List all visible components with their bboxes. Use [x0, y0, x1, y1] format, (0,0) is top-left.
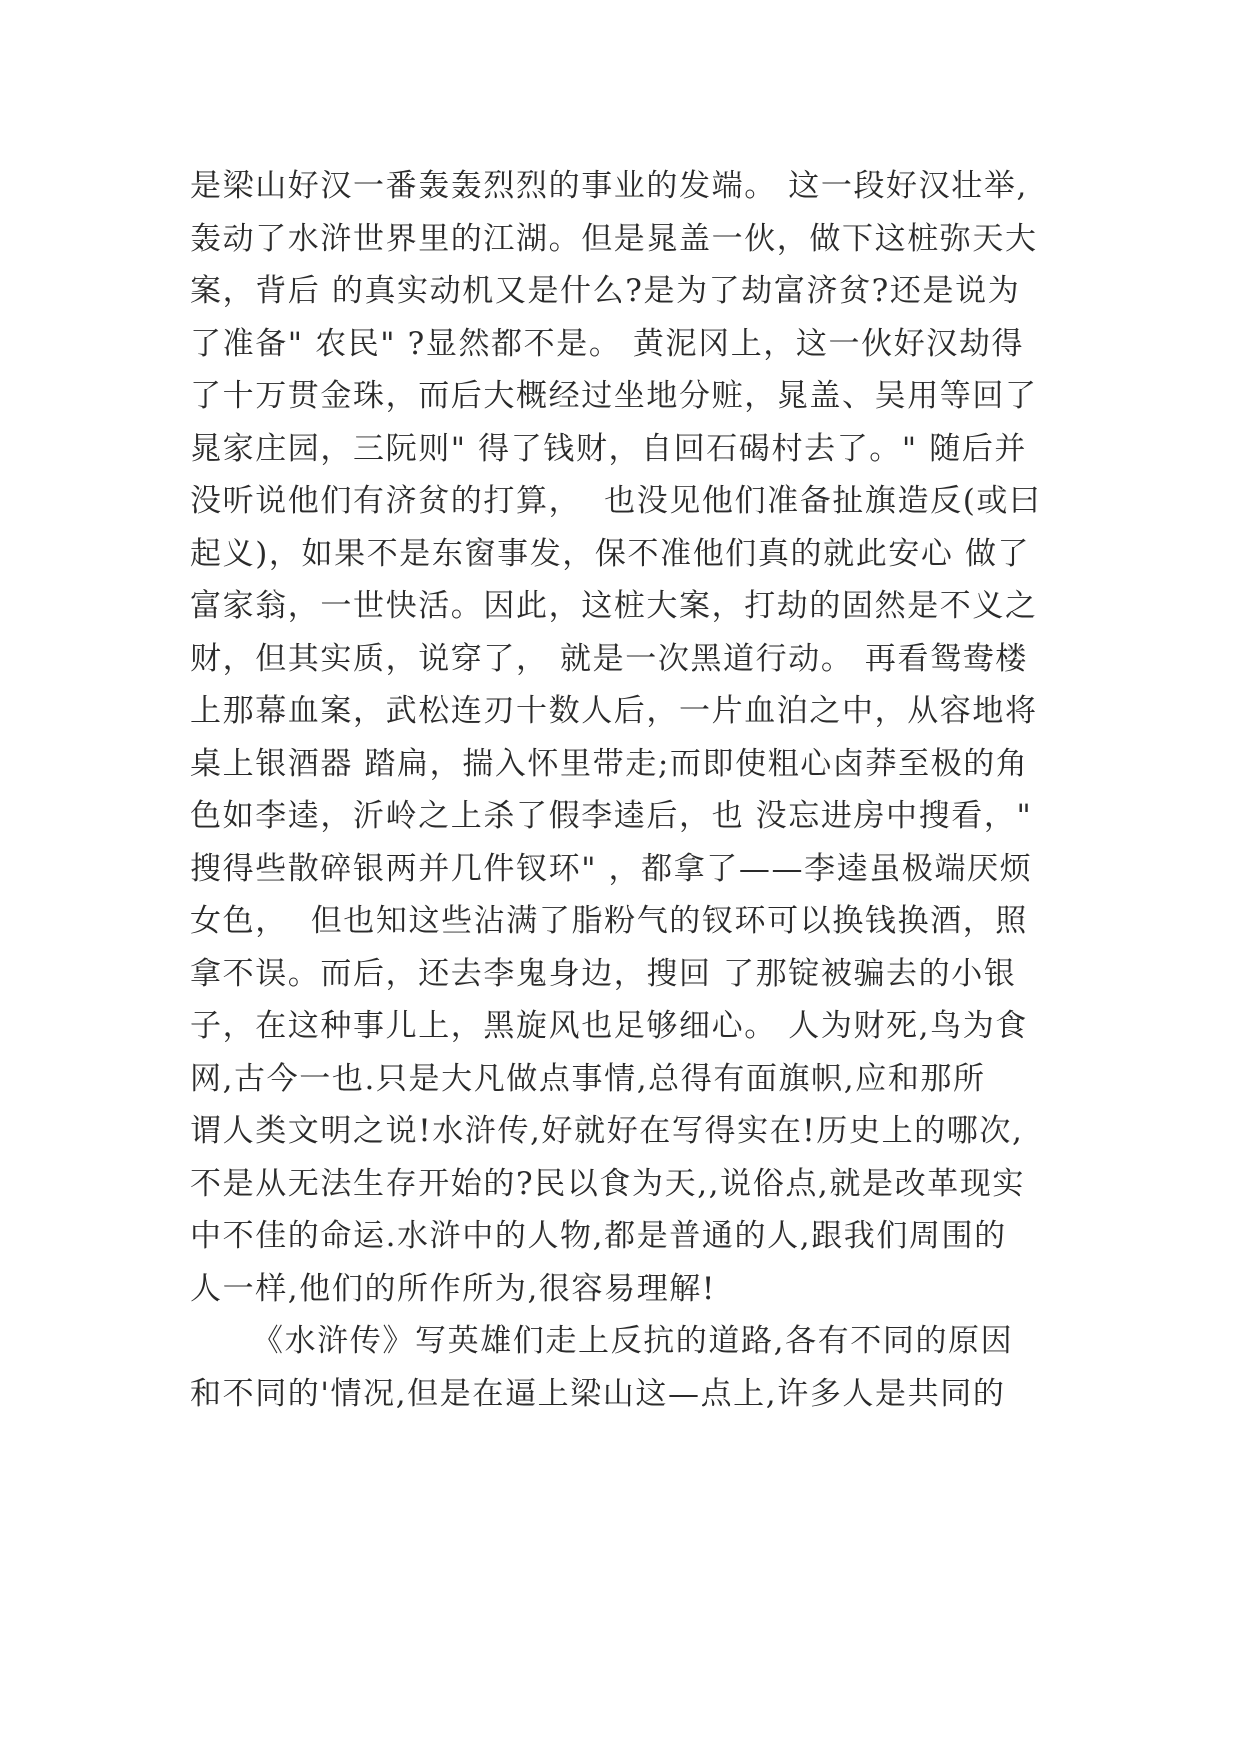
text-line: 晁家庄园，三阮则" 得了钱财，自回石碣村去了。" 随后并 [190, 430, 1028, 467]
text-line: 上那幕血案，武松连刃十数人后，一片血泊之中，从容地将 [190, 693, 1038, 729]
text-line: 人一样,他们的所作所为,很容易理解! [190, 1270, 716, 1307]
text-line: 了准备" 农民" ?显然都不是。 黄泥冈上，这一伙好汉劫得 [190, 325, 1025, 362]
paragraph-first-line: 《水浒传》写英雄们走上反抗的道路,各有不同的原因 [252, 1323, 1014, 1359]
text-line: 财，但其实质，说穿了， 就是一次黑道行动。 再看鸳鸯楼 [190, 640, 1028, 677]
text-line: 案，背后 的真实动机又是什么?是为了劫富济贫?还是说为 [190, 273, 1021, 309]
text-line: 网,古今一也.只是大凡做点事情,总得有面旗帜,应和那所 [190, 1060, 986, 1097]
text-line: 拿不误。而后，还去李鬼身边，搜回 了那锭被骗去的小银 [190, 955, 1017, 992]
text-line: 起义)，如果不是东窗事发，保不准他们真的就此安心 做了 [190, 535, 1031, 572]
text-line: 子，在这种事儿上，黑旋风也足够细心。 人为财死,鸟为食 [190, 1008, 1028, 1044]
text-line: 是梁山好汉一番轰轰烈烈的事业的发端。 这一段好汉壮举, [190, 168, 1028, 204]
text-line: 女色， 但也知这些沾满了脂粉气的钗环可以换钱换酒，照 [190, 903, 1028, 939]
text-line: 搜得些散碎银两并几件钗环" ，都拿了——李逵虽极端厌烦 [190, 850, 1033, 887]
text-line: 和不同的'情况,但是在逼上梁山这—点上,许多人是共同的 [190, 1375, 1006, 1412]
text-line: 没听说他们有济贫的打算， 也没见他们准备扯旗造反(或曰 [190, 483, 1042, 519]
text-line: 中不佳的命运.水浒中的人物,都是普通的人,跟我们周围的 [190, 1218, 1007, 1254]
text-line: 桌上银酒器 踏扁，揣入怀里带走;而即使粗心卤莽至极的角 [190, 745, 1029, 782]
text-line: 轰动了水浒世界里的江湖。但是晁盖一伙，做下这桩弥天大 [190, 220, 1038, 257]
text-line: 了十万贯金珠，而后大概经过坐地分赃，晁盖、吴用等回了 [190, 378, 1038, 414]
text-line: 色如李逵，沂岭之上杀了假李逵后，也 没忘进房中搜看，" [190, 798, 1033, 834]
body-text [190, 160, 1070, 1420]
text-line: 谓人类文明之说!水浒传,好就好在写得实在!历史上的哪次, [190, 1113, 1024, 1149]
text-line: 富家翁，一世快活。因此，这桩大案，打劫的固然是不义之 [190, 588, 1038, 624]
text-line: 不是从无法生存开始的?民以食为天,,说俗点,就是改革现实 [190, 1165, 1025, 1202]
